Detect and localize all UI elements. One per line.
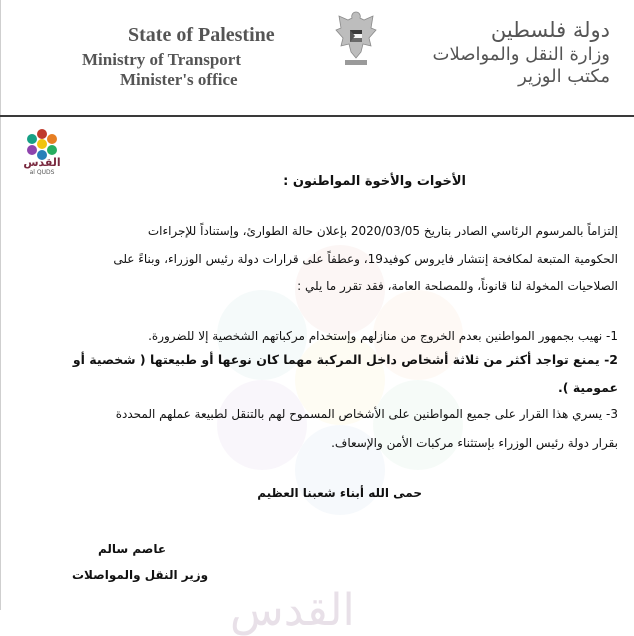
- header-ar-office: مكتب الوزير: [518, 66, 610, 87]
- intro-line-2: الحكومية المتبعة لمكافحة إنتشار فايروس كوفيد19، وعطفاً على قرارات دولة رئيس الوزراء، وبناءً على: [113, 252, 618, 266]
- watermark-text: القدس: [230, 585, 355, 636]
- signatory-title: وزير النقل والمواصلات: [72, 568, 209, 582]
- header-ar-ministry: وزارة النقل والمواصلات: [432, 44, 610, 65]
- intro-line-3: الصلاحيات المخولة لنا قانوناً، وللمصلحة العامة، فقد تقرر ما يلي :: [297, 279, 618, 293]
- decision-item-3-line-1: 3- يسري هذا القرار على جميع المواطنين على الأشخاص المسموح لهم بالتنقل لطبيعة عملهم المحددة: [115, 407, 618, 421]
- page-edge: [0, 0, 1, 610]
- header-ar-state: دولة فلسطين: [490, 18, 610, 42]
- header-en-office: Minister's office: [120, 70, 238, 89]
- intro-line-1: إلتزاماً بالمرسوم الرئاسي الصادر بتاريخ 2020/03/05 بإعلان حالة الطوارئ، وإستناداً للإجراءات: [147, 224, 618, 238]
- decision-item-1: 1- نهيب بجمهور المواطنين بعدم الخروج من منازلهم وإستخدام مركباتهم الشخصية إلا للضرورة.: [148, 329, 618, 343]
- closing-line: حمى الله أبناء شعبنا العظيم: [257, 486, 422, 500]
- al-quds-logo-label: القدس al QUDS: [23, 156, 61, 176]
- header-en-state: State of Palestine: [128, 24, 275, 46]
- signatory-name: عاصم سالم: [98, 542, 167, 556]
- header-en-ministry: Ministry of Transport: [82, 50, 241, 69]
- header-divider: [0, 115, 634, 117]
- decision-item-3-line-2: بقرار دولة رئيس الوزراء بإستثناء مركبات الأمن والإسعاف.: [331, 436, 618, 450]
- decision-item-2-line-1: 2- يمنع تواجد أكثر من ثلاثة أشخاص داخل المركبة مهما كان نوعها أو طبيعتها ( شخصية أو: [72, 352, 618, 367]
- decision-item-2-line-2: عمومية ).: [558, 380, 618, 395]
- salutation: الأخوات والأخوة المواطنون :: [283, 174, 466, 189]
- palestine-eagle-emblem-icon: [331, 8, 381, 68]
